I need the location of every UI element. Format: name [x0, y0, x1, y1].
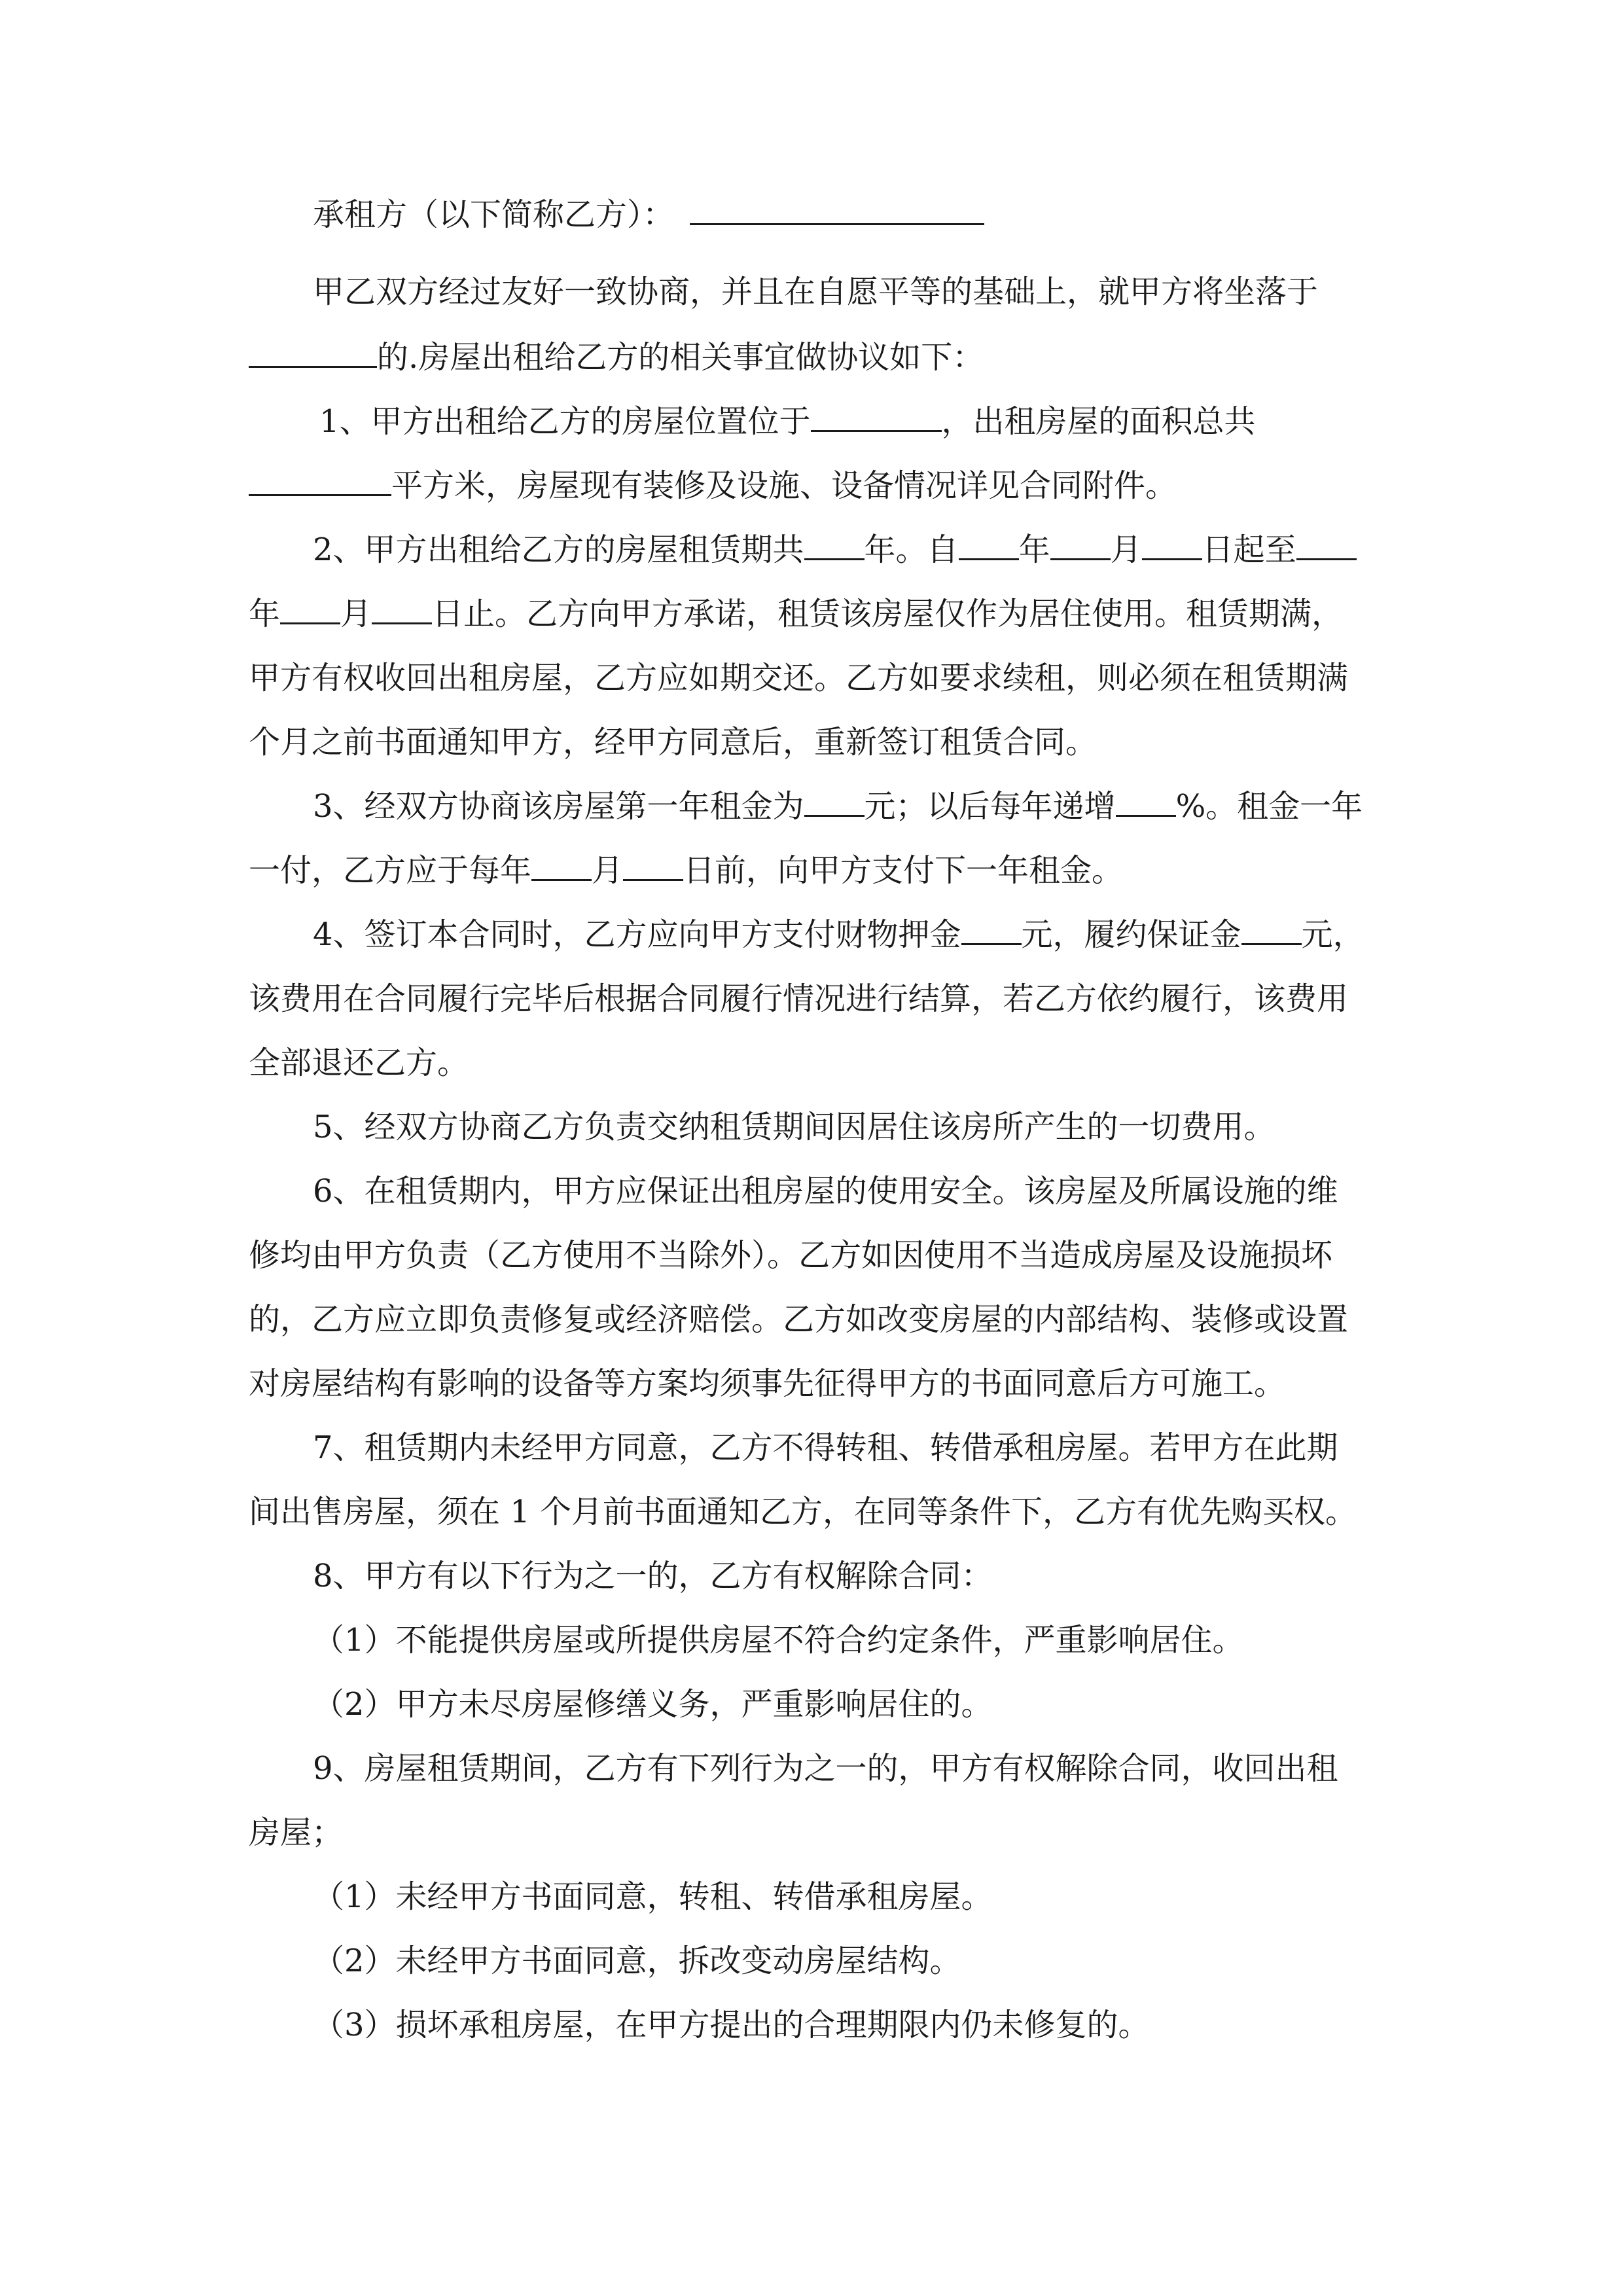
clause-8-title: 8、甲方有以下行为之一的，乙方有权解除合同： [313, 1558, 993, 1594]
clause-8-item-1: （1）不能提供房屋或所提供房屋不符合约定条件，严重影响居住。 [313, 1622, 1244, 1659]
lease-years-blank [804, 529, 865, 560]
clause-9-item-1: （1）未经甲方书面同意，转租、转借承租房屋。 [313, 1878, 993, 1915]
end-month-blank [280, 594, 340, 624]
clause-9-item-3: （3）损坏承租房屋，在甲方提出的合理期限内仍未修复的。 [313, 2007, 1150, 2043]
area-blank [249, 465, 391, 496]
clause-3-line-2: 一付，乙方应于每年 月 日前，向甲方支付下一年租金。 [249, 850, 1123, 891]
pay-day-blank [623, 850, 683, 881]
clause-2-line-4: 个月之前书面通知甲方，经甲方同意后，重新签订租赁合同。 [249, 724, 1097, 761]
rent-blank [804, 786, 865, 817]
clause-4-line-1: 4、签订本合同时，乙方应向甲方支付财物押金 元，履约保证金 元， [313, 914, 1364, 956]
clause-9-line-1: 9、房屋租赁期间，乙方有下列行为之一的，甲方有权解除合同，收回出租 [313, 1750, 1338, 1787]
pay-month-blank [531, 850, 592, 881]
clause-5: 5、经双方协商乙方负责交纳租赁期间因居住该房所产生的一切费用。 [313, 1109, 1275, 1145]
start-month-blank [1050, 529, 1111, 560]
guarantee-blank [1241, 914, 1302, 945]
lessee-blank [690, 194, 984, 225]
clause-6-line-3: 的，乙方应立即负责修复或经济赔偿。乙方如改变房屋的内部结构、装修或设置 [249, 1301, 1349, 1338]
clause-4-line-3: 全部退还乙方。 [249, 1045, 469, 1081]
clause-7-line-2: 间出售房屋，须在 1 个月前书面通知乙方，在同等条件下，乙方有优先购买权。 [249, 1494, 1357, 1530]
clause-2-line-3: 甲方有权收回出租房屋，乙方应如期交还。乙方如要求续租，则必须在租赁期满 [249, 660, 1349, 696]
clause-6-line-2: 修均由甲方负责（乙方使用不当除外）。乙方如因使用不当造成房屋及设施损坏 [249, 1237, 1333, 1274]
clause-1-line-1: 1、甲方出租给乙方的房屋位置位于 ，出租房屋的面积总共 [319, 401, 1256, 442]
end-day-blank [372, 594, 432, 624]
clause-3-line-1: 3、经双方协商该房屋第一年租金为 元；以后每年递增 %。租金一年 [313, 785, 1363, 827]
lessee-label: 承租方（以下简称乙方）： [313, 196, 675, 233]
clause-8-item-2: （2）甲方未尽房屋修缮义务，严重影响居住的。 [313, 1686, 993, 1723]
deposit-blank [961, 914, 1022, 945]
intro-line-1: 甲乙双方经过友好一致协商，并且在自愿平等的基础上，就甲方将坐落于 [313, 274, 1319, 310]
location-blank [249, 337, 377, 368]
clause-1-line-2: 平方米，房屋现有装修及设施、设备情况详见合同附件。 [249, 465, 1177, 507]
clause-9-item-2: （2）未经甲方书面同意，拆改变动房屋结构。 [313, 1943, 961, 1979]
house-location-blank [811, 401, 942, 432]
clause-2-line-1: 2、甲方出租给乙方的房屋租赁期共 年。自 年 月 日起至 [313, 529, 1357, 571]
clause-4-line-2: 该费用在合同履行完毕后根据合同履行情况进行结算，若乙方依约履行，该费用 [249, 980, 1349, 1017]
clause-6-line-4: 对房屋结构有影响的设备等方案均须事先征得甲方的书面同意后方可施工。 [249, 1365, 1286, 1402]
end-year-blank [1296, 529, 1357, 560]
clause-7-line-1: 7、租赁期内未经甲方同意，乙方不得转租、转借承租房屋。若甲方在此期 [313, 1429, 1338, 1466]
clause-9-line-2: 房屋； [249, 1814, 344, 1851]
start-year-blank [959, 529, 1019, 560]
clause-2-line-2: 年 月 日止。乙方向甲方承诺，租赁该房屋仅作为居住使用。租赁期满， [249, 593, 1343, 635]
increase-blank [1116, 786, 1176, 817]
lessee-line [313, 194, 984, 236]
clause-6-line-1: 6、在租赁期内，甲方应保证出租房屋的使用安全。该房屋及所属设施的维 [313, 1173, 1338, 1210]
start-day-blank [1142, 529, 1202, 560]
intro-line-2: 的.房屋出租给乙方的相关事宜做协议如下： [249, 336, 984, 378]
